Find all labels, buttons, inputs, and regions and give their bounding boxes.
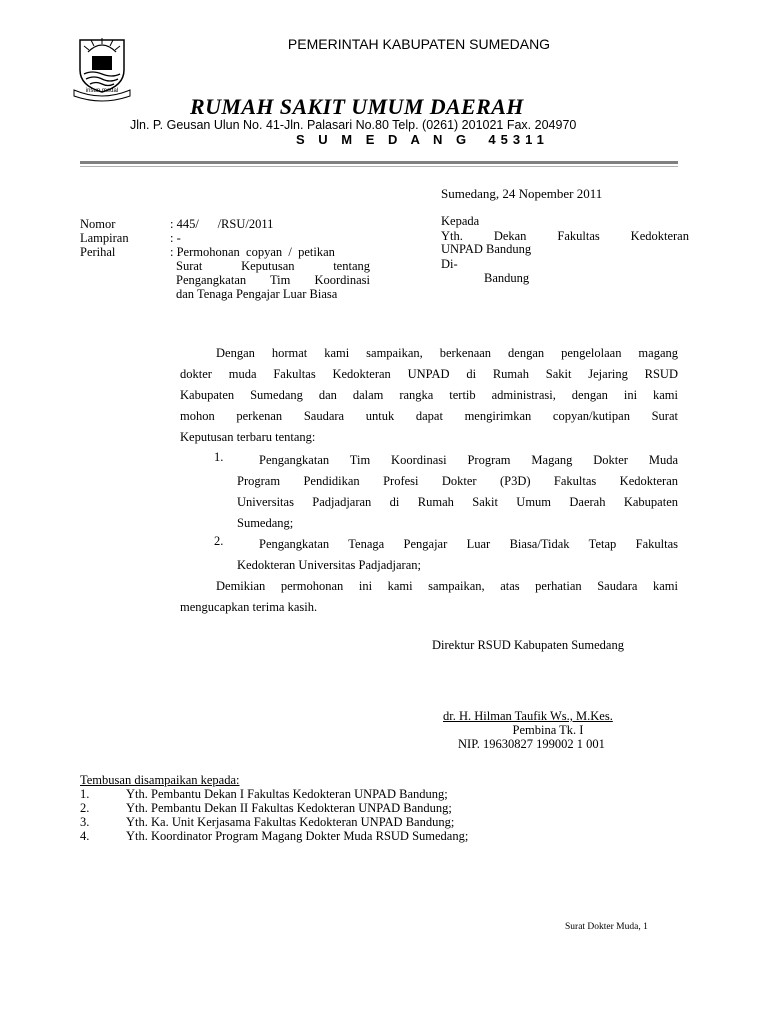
signatory-nip: NIP. 19630827 199002 1 001: [458, 737, 605, 751]
perihal-label: Perihal: [80, 245, 116, 259]
page-footer: Surat Dokter Muda, 1: [565, 922, 648, 932]
cc-text: Yth. Ka. Unit Kerjasama Fakultas Kedokteran UNPAD Bandung;: [126, 815, 455, 829]
letterhead-divider-thin: [80, 166, 678, 167]
list-number: 1.: [214, 450, 224, 464]
hospital-address: Jln. P. Geusan Ulun No. 41-Jln. Palasari No.80 Telp. (0261) 201021 Fax. 204970: [130, 118, 577, 132]
closing-line: mengucapkan terima kasih.: [180, 600, 318, 614]
cc-heading: Tembusan disampaikan kepada:: [80, 773, 240, 787]
intro-line: Kabupaten Sumedang dan dalam rangka tertib administrasi, dengan ini kami: [180, 388, 678, 402]
list-item-line: Program Pendidikan Profesi Dokter (P3D) Fakultas Kedokteran: [237, 474, 678, 488]
recipient-line-3: Di-: [441, 257, 458, 271]
intro-line: Dengan hormat kami sampaikan, berkenaan dengan pengelolaan magang: [216, 346, 678, 360]
cc-number: 3.: [80, 815, 90, 829]
logo-motto: insun medal: [85, 88, 119, 94]
intro-paragraph: [180, 343, 678, 448]
city-postal-code: S U M E D A N G 45311: [296, 132, 549, 147]
cc-text: Yth. Koordinator Program Magang Dokter Muda RSUD Sumedang;: [126, 829, 469, 843]
list-item-line: Universitas Padjadjaran di Rumah Sakit Umum Daerah Kabupaten: [237, 495, 678, 509]
recipient-word: Yth.: [441, 229, 463, 243]
list-number: 2.: [214, 534, 224, 548]
nomor-value: : 445/ /RSU/2011: [170, 217, 274, 231]
list-item-line: Kedokteran Universitas Padjadjaran;: [237, 558, 421, 572]
lampiran-value: : -: [170, 231, 181, 245]
signatory-rank: Pembina Tk. I: [512, 723, 584, 737]
cc-number: 1.: [80, 787, 90, 801]
perihal-line-4: dan Tenaga Pengajar Luar Biasa: [176, 287, 338, 301]
list-item: [237, 450, 678, 534]
recipient-city: Bandung: [484, 271, 530, 285]
intro-line: dokter muda Fakultas Kedokteran UNPAD di Rumah Sakit Jejaring RSUD: [180, 367, 678, 381]
nomor-label: Nomor: [80, 217, 116, 231]
intro-line: mohon perkenan Saudara untuk dapat mengirimkan copyan/kutipan Surat: [180, 409, 678, 423]
recipient-line-2: UNPAD Bandung: [441, 242, 532, 256]
government-heading: PEMERINTAH KABUPATEN SUMEDANG: [287, 36, 551, 52]
list-item-line: Pengangkatan Tim Koordinasi Program Magang Dokter Muda: [259, 453, 678, 467]
list-item-line: Pengangkatan Tenaga Pengajar Luar Biasa/Tidak Tetap Fakultas: [259, 537, 678, 551]
kepada-label: Kepada: [441, 214, 480, 228]
perihal-line-2: Surat Keputusan tentang: [176, 259, 370, 273]
letter-date: Sumedang, 24 Nopember 2011: [441, 186, 603, 201]
recipient-word: Dekan: [493, 229, 527, 243]
intro-line: Keputusan terbaru tentang:: [180, 430, 316, 444]
signatory-name: dr. H. Hilman Taufik Ws., M.Kes.: [443, 709, 613, 723]
cc-text: Yth. Pembantu Dekan I Fakultas Kedokteran UNPAD Bandung;: [126, 787, 448, 801]
perihal-line-1: : Permohonan copyan / petikan: [170, 245, 335, 259]
perihal-line-3: Pengangkatan Tim Koordinasi: [176, 273, 370, 287]
letterhead-divider: [80, 161, 678, 164]
cc-number: 4.: [80, 829, 90, 843]
cc-text: Yth. Pembantu Dekan II Fakultas Kedokteran UNPAD Bandung;: [126, 801, 452, 815]
hospital-name: RUMAH SAKIT UMUM DAERAH: [190, 94, 524, 119]
recipient-word: Kedokteran: [630, 229, 689, 243]
closing-line: Demikian permohonan ini kami sampaikan, atas perhatian Saudara kami: [216, 579, 678, 593]
signatory-title: Direktur RSUD Kabupaten Sumedang: [432, 638, 624, 652]
recipient-word: Fakultas: [557, 229, 600, 243]
lampiran-label: Lampiran: [80, 231, 129, 245]
list-item-line: Sumedang;: [237, 516, 294, 530]
list-item: [237, 534, 678, 576]
cc-number: 2.: [80, 801, 90, 815]
closing-paragraph: [180, 576, 678, 618]
